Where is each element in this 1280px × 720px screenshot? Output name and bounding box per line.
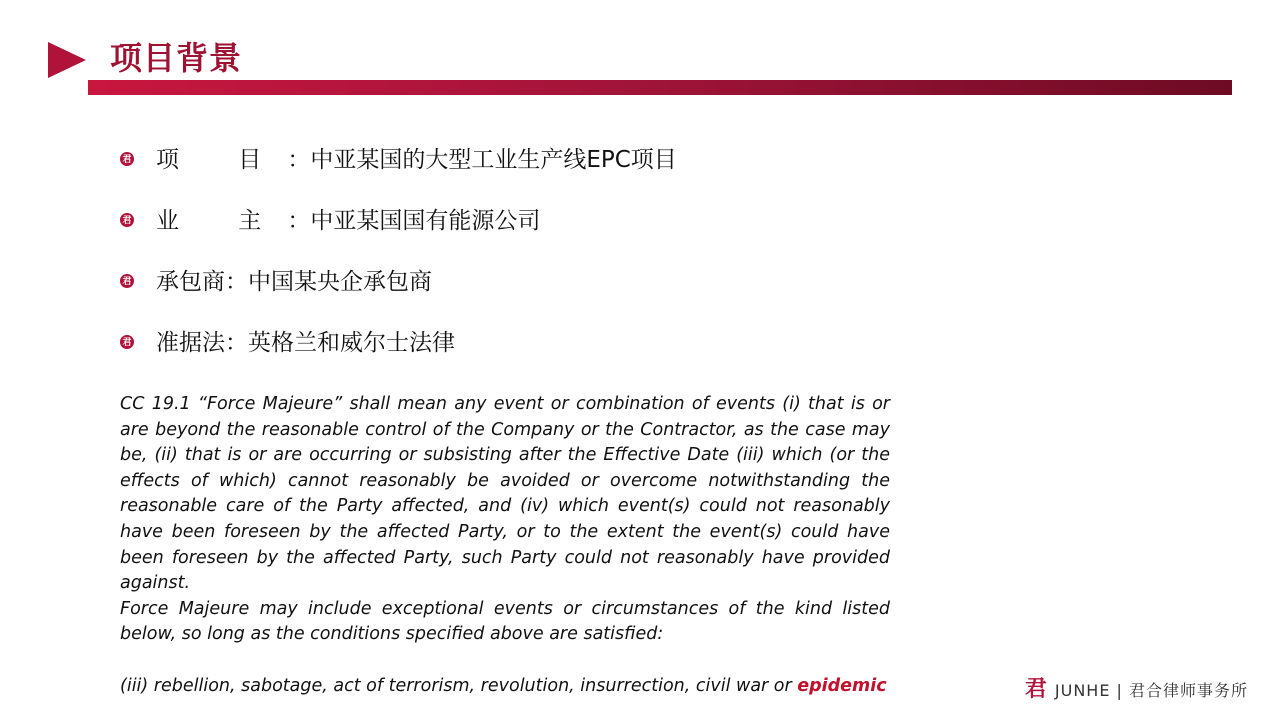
title-arrow-icon — [48, 42, 86, 78]
bullet-icon: 君 — [120, 213, 134, 227]
item-separator: ： — [287, 147, 311, 173]
list-item-owner — [120, 201, 677, 262]
item-key: 承包商 — [156, 269, 225, 295]
item-separator: ： — [225, 269, 248, 295]
list-item-contractor — [120, 262, 677, 323]
clause-scope: Force Majeure may include exceptional events or circumstances of the kind listed below, so long as the conditions specified above are satisfied: — [120, 598, 890, 645]
clause-emphasis: epidemic — [797, 675, 887, 696]
clause-item-iii — [120, 674, 890, 700]
title-underline-bar — [88, 80, 1232, 95]
clause-definition: CC 19.1 “Force Majeure” shall mean any event or combination of events (i) that is or are beyond the reasonable control of the Company or the Contractor, as the case may be, (ii) that is or are occurring or subsisting after the Effective Date (iii) which (or the effects of which) cannot reasonably be avoided or overcome notwithstanding the reasonable care of the Party affected, and (iv) which event(s) could not reasonably have been foreseen by the affected Party, or to the extent the event(s) could have been foreseen by the affected Party, such Party could not reasonably have provided against. — [120, 394, 890, 594]
bullet-icon: 君 — [120, 274, 134, 288]
project-info-list — [120, 140, 677, 384]
force-majeure-clause — [120, 392, 890, 699]
page-title: 项目背景 — [110, 40, 243, 76]
list-item-governing-law — [120, 323, 677, 384]
clause-item-text: (iii) rebellion, sabotage, act of terrorism, revolution, insurrection, civil war or — [120, 675, 798, 696]
item-key: 项 目 — [156, 147, 288, 173]
item-separator: ： — [225, 330, 248, 356]
junhe-logo-icon: 君 — [1024, 676, 1047, 702]
bullet-icon: 君 — [120, 152, 134, 166]
junhe-logo — [1025, 676, 1248, 702]
item-key: 准据法 — [156, 330, 225, 356]
item-separator: ： — [287, 208, 311, 234]
item-value: 中亚某国国有能源公司 — [310, 208, 541, 234]
item-key: 业 主 — [156, 208, 288, 234]
logo-text: JUNHE | 君合律师事务所 — [1054, 680, 1248, 700]
item-value: 英格兰和威尔士法律 — [248, 330, 455, 356]
bullet-icon: 君 — [120, 335, 134, 349]
list-item-project — [120, 140, 677, 201]
item-value: 中国某央企承包商 — [248, 269, 432, 295]
item-value: 中亚某国的大型工业生产线EPC项目 — [310, 147, 677, 173]
